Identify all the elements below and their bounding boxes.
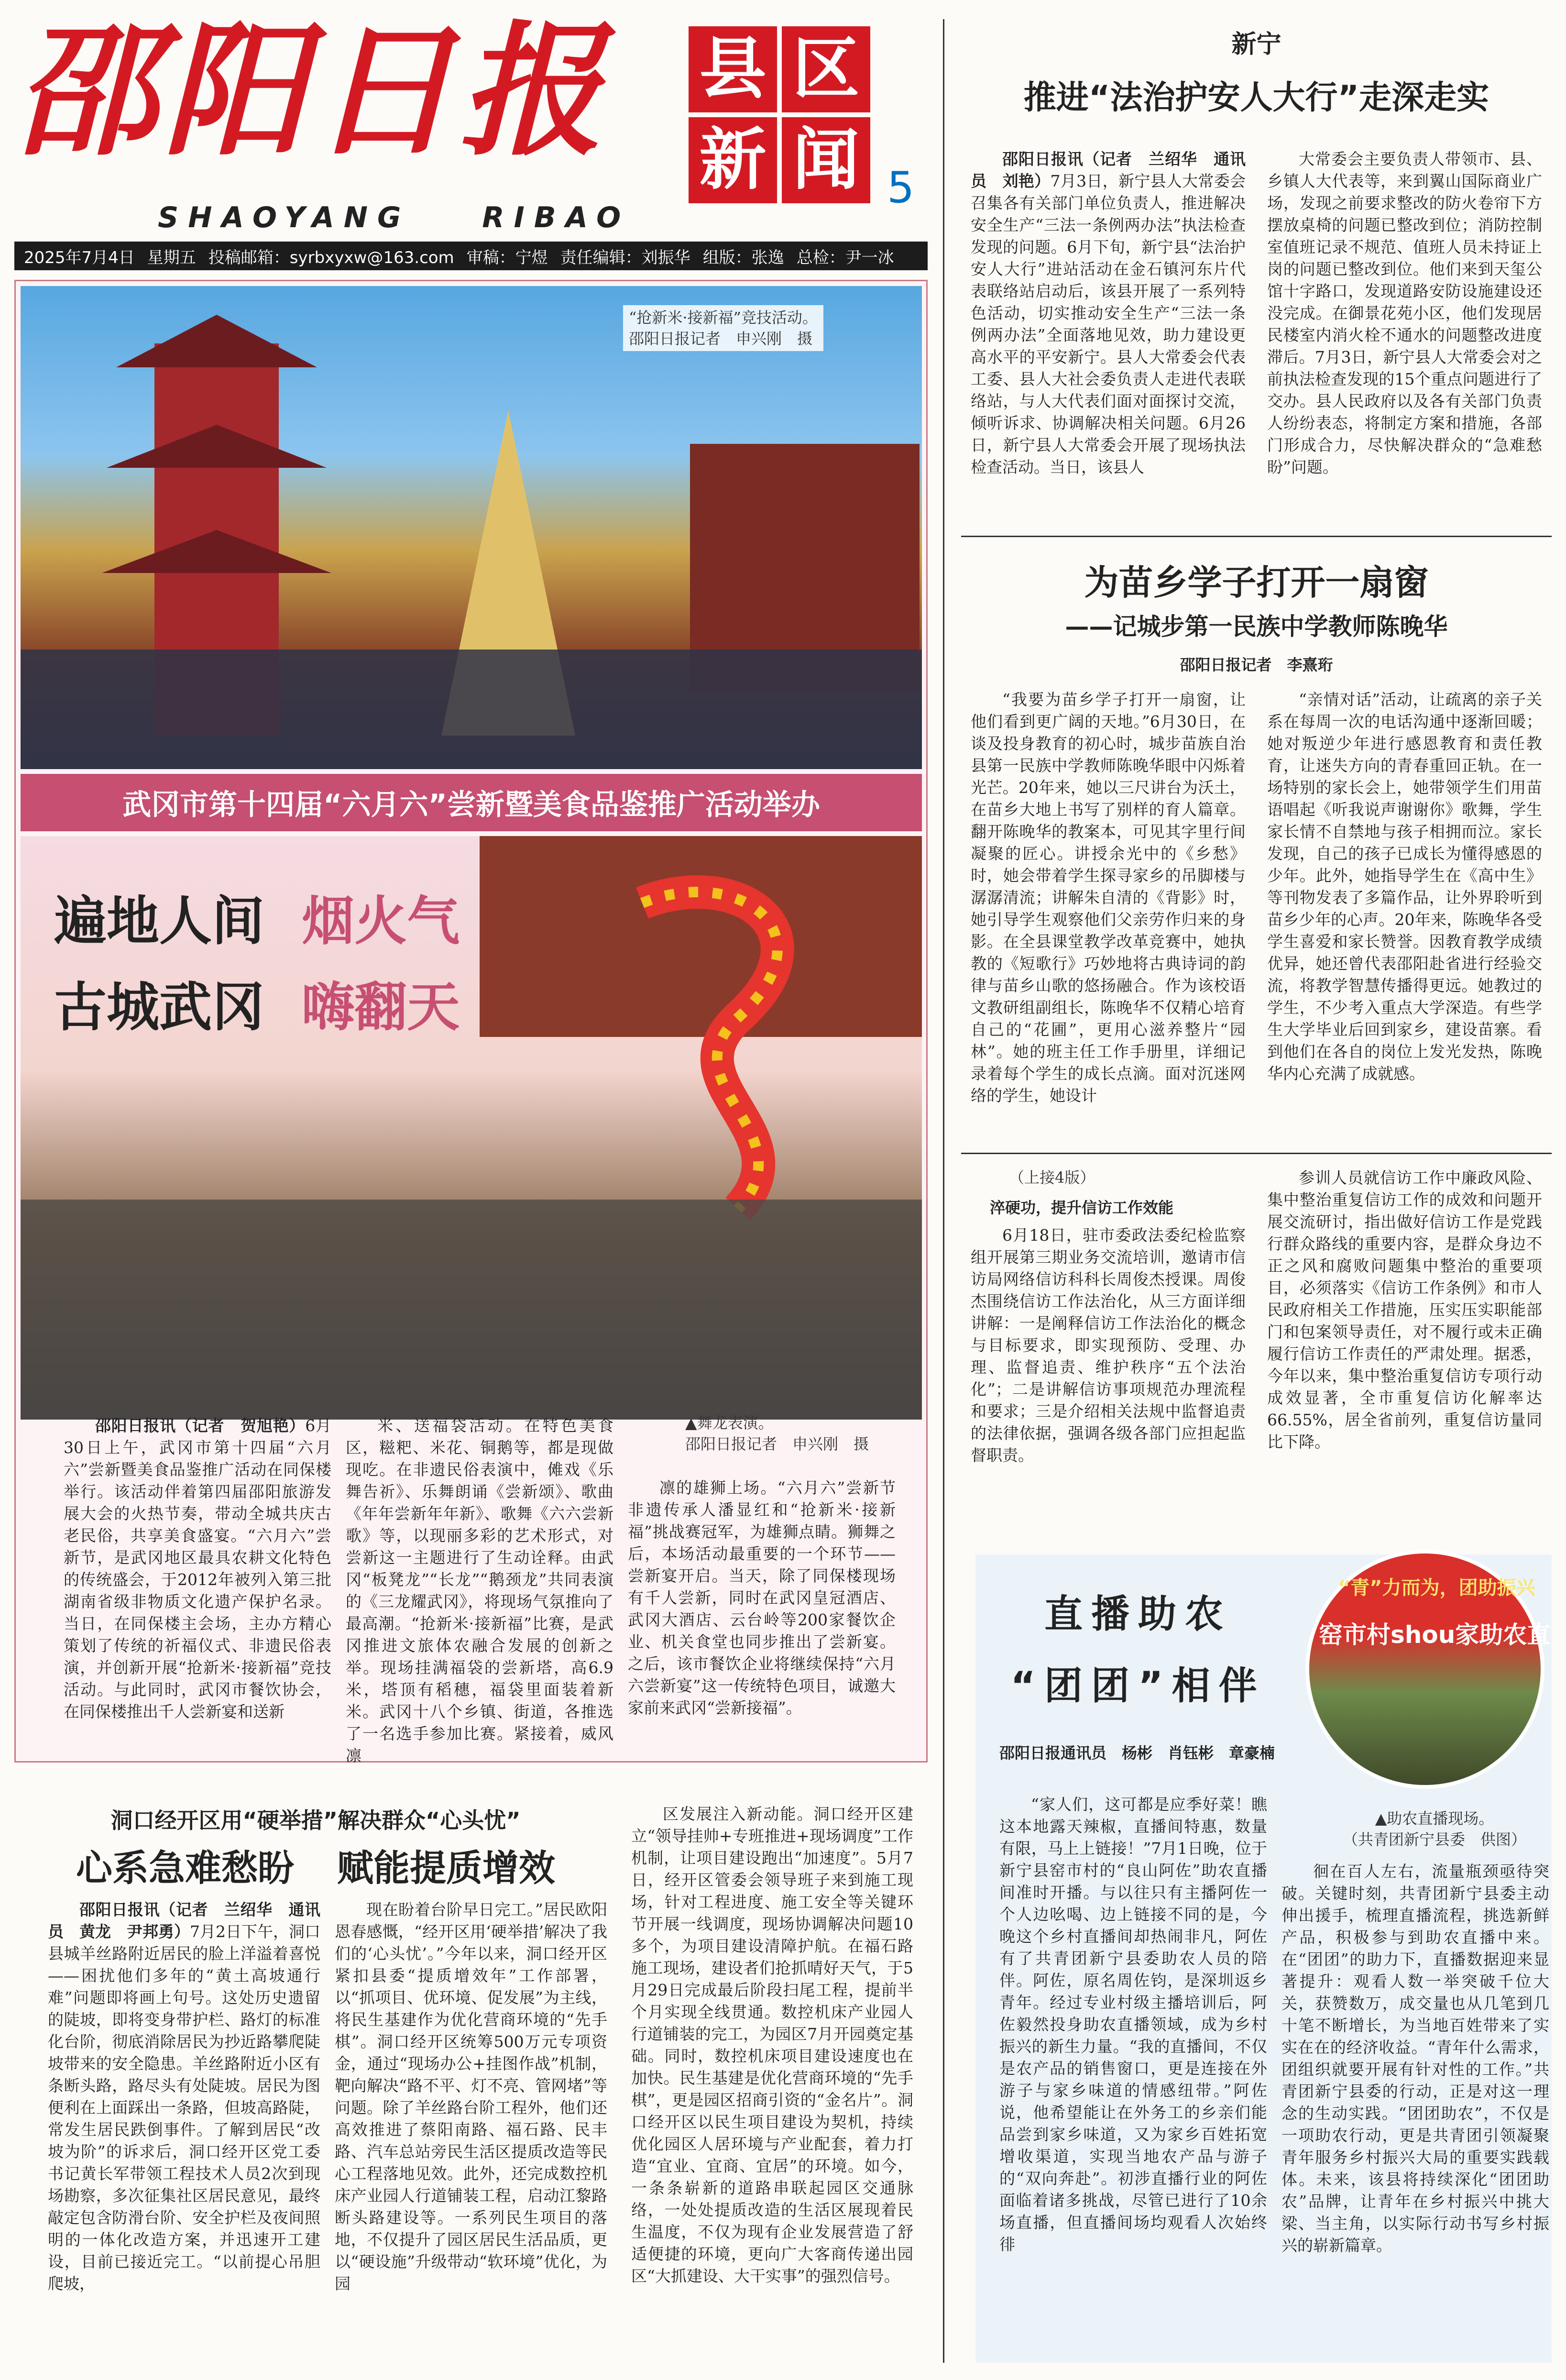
dongkou-kicker: 洞口经开区用“硬举措”解决群众“心头忧” [110, 1807, 521, 1833]
pinyin-shaoyang: SHAOYANG [158, 201, 411, 234]
wugang-col-3 [628, 1477, 896, 1750]
masthead-pinyin [158, 201, 702, 234]
layout-staff: 组版：张逸 [702, 248, 784, 267]
headline-a1: 遍地人间 [54, 891, 264, 952]
livestream-sign: 窑市村shou家助农直 [1319, 1621, 1551, 1649]
headline-b2: 嗨翻天 [302, 977, 460, 1038]
xinning-text-2: 大常委会主要负责人带领市、县、乡镇人大代表等，来到翼山国际商业广场，发现之前要求整改的防火卷帘下方摆放桌椅的问题已整改到位；消防控制室值班记录不规范、值班人员未持证上岗的问题已整改到位。他们来到天玺公馆十字路口，发现道路安防设施建设还没完成。在御景花苑小区，他们发现居民楼室内消火栓不通水的问题整改进度滞后。7月3日，新宁县人大常委会对之前执法检查发现的15个重点问题进行了交办。县人民政府以及各有关部门负责人纷纷表态，将制定方案和措施，各部门形成合力，尽快解决群众的“急难愁盼”问题。 [1267, 150, 1542, 476]
teacher-col-2 [1267, 689, 1542, 1138]
wugang-text-1: 6月30日上午，武冈市第十四届“六月六”尝新暨美食品鉴推广活动在同保楼举行。该活动伴着第四届邵阳旅游发展大会的火热节奏，带动全城共庆古老民俗，共享美食盛宴。“六月六”尝新节，是武冈地区最具农耕文化特色的传统盛会，于2012年被列入第三批湖南省级非物质文化遗产保护名录。当日，在同保楼主会场，主办方精心策划了传统的祈福仪式、非遗民俗表演，并创新开展“抢新米·接新福”竞技活动。与此同时，武冈市餐饮协会，在同保楼推出千人尝新宴和送新 [64, 1416, 332, 1721]
headline-wugang-2 [54, 965, 460, 1041]
livestream-caption-text: ▲助农直播现场。 [1375, 1809, 1494, 1828]
weekday: 星期五 [147, 248, 196, 267]
photo-dragon [21, 836, 922, 1420]
wugang-col-1 [64, 1415, 331, 1750]
teacher-text-2: “亲情对话”活动，让疏离的亲子关系在每周一次的电话沟通中逐渐回暖；她对叛逆少年进行感恩教育和责任教育，让迷失方向的青春重回正轨。在一场特别的家长会上，她带领学生们用苗语唱起《听我说声谢谢你》歌舞，学生家长情不自禁地与孩子相拥而泣。家长发现，自己的孩子已成长为懂得感恩的少年。此外，她指导学生在《高中生》等刊物发表了多篇作品，让外界聆听到苗乡少年的心声。20年来，陈晚华各受学生喜爱和家长赞誉。因教育教学成绩优异，她还曾代表邵阳赴省进行经验交流，将教学智慧传播得更远。她教过的学生，不少考入重点大学深造。有些学生大学毕业后回到家乡，建设苗寨。看到他们在各自的岗位上发光发热，陈晚华内心充满了成就感。 [1267, 690, 1542, 1083]
wugang-text-3: 凛的雄狮上场。“六月六”尝新节非遗传承人潘显红和“抢新米·接新福”挑战赛冠军，为雄狮点睛。狮舞之后，本场活动最重要的一个环节——尝新宴开启。当天，除了同保楼现场有千人尝新，同时在武冈皇冠酒店、武冈大酒店、云台岭等200家餐饮企业、机关食堂也同步推出了尝新宴。之后，该市餐饮企业将继续保持“六月六尝新宴”这一传统特色项目，诚邀大家前来武冈“尝新接福”。 [628, 1478, 896, 1717]
proofreader: 总检：尹一冰 [796, 248, 894, 267]
section-char-2: 区 [782, 26, 870, 112]
pinyin-ribao: RIBAO [482, 201, 631, 234]
story-teacher [961, 545, 1552, 1143]
dongkou-col-3 [631, 1803, 913, 2353]
editor: 责任编辑：刘振华 [560, 248, 690, 267]
photo-caption-1 [623, 305, 823, 351]
story-xinning [961, 19, 1552, 536]
dongkou-headline [14, 1839, 617, 1891]
petition-col-2 [1267, 1167, 1542, 1521]
divider-1 [961, 536, 1552, 537]
submission-email: 投稿邮箱：syrbxyxw@163.com [208, 248, 454, 267]
caption-text-1: “抢新米·接新福”竞技活动。 [629, 309, 818, 327]
xinning-col-1 [971, 148, 1246, 521]
photo-livestream [1305, 1550, 1551, 1789]
petition-from: （上接4版） [1009, 1168, 1095, 1187]
teacher-col-1 [971, 689, 1246, 1138]
teacher-subhead: ——记城步第一民族中学教师陈晚华 [1065, 613, 1448, 640]
xinning-text-1: 7月3日，新宁县人大常委会召集各有关部门单位负责人，推进解决安全生产“三法一条例两办法”执法检查发现的问题。6月下旬，新宁县“法治护安人大行”进站活动在金石镇河东片代表联络站启动后，该县开展了一系列特色活动，切实推动安全生产“三法一条例两办法”全面落地见效，助力建设更高水平的平安新宁。县人大常委会代表工委、县人大社会委负责人走进代表联络站，与人大代表们面对面探讨交流，倾听诉求、协调解决相关问题。6月26日，新宁县人大常委会开展了现场执法检查活动。当日，该县人 [971, 172, 1246, 476]
petition-text-2: 参训人员就信访工作中廉政风险、集中整治重复信访工作的成效和问题开展交流研讨，指出做好信访工作是党践行群众路线的重要内容，是群众身边不正之风和腐败问题集中整治的重要项目，必须落实《信访工作条例》和市人民政府相关工作措施，压实压实职能部门和包案领导责任，对不履行或未正确履行信访工作责任的严肃处理。据悉，今年以来，集中整治重复信访专项行动成效显著，全市重复信访化解率达66.55%，居全省前列，重复信访量同比下降。 [1267, 1168, 1542, 1451]
issue-date: 2025年7月4日 [24, 248, 135, 267]
section-char-1: 县 [689, 26, 777, 112]
reviewer: 审稿：宁煜 [466, 248, 548, 267]
photo-caption-2 [685, 1412, 869, 1454]
livestream-caption-credit: （共青团新宁县委 供图） [1342, 1830, 1526, 1849]
divider-2 [961, 1153, 1552, 1154]
dongkou-text-3: 区发展注入新动能。洞口经开区建立“领导挂帅+专班推进+现场调度”工作机制，让项目建设跑出“加速度”。5月7日，经开区管委会领导班子来到施工现场，针对工程进度、施工安全等关键环节开展一线调度，现场协调解决问题10多个，为项目建设清障护航。在福石路施工现场，建设者们抢抓晴好天气，于5月29日完成最后阶段扫尾工程，提前半个月实现全线贯通。数控机床产业园人行道铺装的完工，为园区7月开园奠定基础。同时，数控机床项目建设速度也在加快。民生基建是优化营商环境的“先手棋”，更是园区招商引资的“金名片”。洞口经开区以民生项目建设为契机，持续优化园区人居环境与产业配套，着力打造“宜业、宜商、宜居”的环境。如今，一条条崭新的道路串联起园区交通脉络，一处处提质改造的生活区展现着民生温度，不仅为现有企业发展营造了舒适便捷的环境，更向广大客商传递出园区“大抓建设、大干实事”的强烈信号。 [631, 1805, 913, 2285]
story-livestream [975, 1554, 1552, 2363]
livestream-caption [1320, 1808, 1549, 1850]
column-divider [943, 19, 944, 2363]
livestream-byline: 邵阳日报通讯员 杨彬 肖钰彬 章豪楠 [999, 1744, 1275, 1762]
dongkou-col-2 [335, 1899, 607, 2353]
event-banner: 武冈市第十四届“六月六”尝新暨美食品鉴推广活动举办 [21, 774, 922, 831]
teacher-text-1: “我要为苗乡学子打开一扇窗，让他们看到更广阔的天地。”6月30日，在谈及投身教育的初心时，城步苗族自治县第一民族中学教师陈晚华眼中闪烁着光芒。20年来，她以三尺讲台为沃土，在苗乡大地上书写了别样的育人篇章。翻开陈晚华的教案本，可见其字里行间凝聚的匠心。讲授余光中的《乡愁》时，她会带着学生探寻家乡的吊脚楼与潺潺清流；讲解朱自清的《背影》时，她引导学生观察他们父亲劳作归来的身影。在全县课堂教学改革竞赛中，她执教的《短歌行》巧妙地将古典诗词的韵律与苗乡山歌的悠扬融合。作为该校语文教研组副组长，陈晚华不仅精心培育自己的“花圃”，更用心滋养整片“园林”。她的班主任工作手册里，详细记录着每个学生的成长点滴。面对沉迷网络的学生，她设计 [971, 690, 1246, 1105]
caption-credit-1: 邵阳日报记者 申兴刚 摄 [629, 330, 813, 348]
section-badge [689, 26, 870, 203]
dongkou-col-1 [48, 1899, 320, 2353]
livestream-headline-a: 直播助农 [1044, 1592, 1232, 1636]
dongkou-headline-b: 赋能提质增效 [337, 1847, 555, 1889]
livestream-text-2: 徊在百人左右，流量瓶颈亟待突破。关键时刻，共青团新宁县委主动伸出援手，梳理直播流程，挑选新鲜产品，积极参与到助农直播中来。在“团团”的助力下，直播数据迎来显著提升：观看人数一举突破千位大关，获赞数万，成交量也从几笔到几十笔不断增长，为当地百姓带来了实实在在的经济收益。“青年什么需求，团组织就要开展有针对性的工作。”共青团新宁县委的行动，正是对这一理念的生动实践。“团团助农”，不仅是一项助农行动，更是共青团引领凝聚青年服务乡村振兴大局的重要实践载体。未来，该县将持续深化“团团助农”品牌，让青年在乡村振兴中挑大梁、当主角，以实际行动书写乡村振兴的崭新篇章。 [1281, 1862, 1549, 2255]
xinning-kicker: 新宁 [1231, 30, 1281, 59]
dongkou-headline-a: 心系急难愁盼 [76, 1847, 294, 1889]
headline-wugang-1 [54, 879, 460, 955]
teacher-headline: 为苗乡学子打开一扇窗 [1084, 562, 1429, 603]
tower-illustration [21, 286, 922, 769]
headline-a2: 烟火气 [302, 891, 460, 952]
story-petition [961, 1162, 1552, 1535]
masthead-logo: 邵阳日报 [14, 6, 607, 175]
wugang-byline: 邵阳日报讯（记者 贺旭艳） [95, 1416, 306, 1435]
petition-text-1: 6月18日，驻市委政法委纪检监察组开展第三期业务交流培训，邀请市信访局网络信访科科长周俊杰授课。周俊杰围绕信访工作法治化，从三方面详细讲解：一是阐释信访工作法治化的概念与目标要求，即实现预防、受理、办理、监督追责、维护秩序“五个法治化”；二是讲解信访事项规范办理流程和要求；三是介绍相关法规中监督追责的法律依据，强调各级各部门应担起监督职责。 [971, 1226, 1246, 1465]
photo-tower [21, 286, 922, 769]
headline-b1: 古城武冈 [54, 977, 264, 1038]
livestream-text-1: “家人们，这可都是应季好菜！瞧这本地露天辣椒，直播间特惠，数量有限，马上上链接！”7月1日晚，位于新宁县窑市村的“良山阿佐”助农直播间准时开播。与以往只有主播阿佐一个人边吆喝、边上链接不同的是，今晚这个乡村直播间却热闹非凡，阿佐有了共青团新宁县委助农人员的陪伴。阿佐，原名周佐钧，是深圳返乡青年。经过专业村级主播培训后，阿佐毅然投身助农直播领域，成为乡村振兴的新生力量。“我的直播间，不仅是农产品的销售窗口，更是连接在外游子与家乡味道的情感纽带。”阿佐说，他希望能让在外务工的乡亲们能品尝到家乡味道，又为家乡百姓拓宽增收渠道，实现当地农产品与游子的“双向奔赴”。初涉直播行业的阿佐面临着诸多挑战，尽管已进行了10余场直播，但直播间场均观看人次始终徘 [999, 1795, 1267, 2254]
caption-credit-2: 邵阳日报记者 申兴刚 摄 [685, 1435, 869, 1453]
livestream-col-1 [999, 1794, 1267, 2353]
petition-col-1 [971, 1224, 1246, 1521]
dongkou-text-1: 7月2日下午，洞口县城羊丝路附近居民的脸上洋溢着喜悦——困扰他们多年的“黄土高坡通行难”问题即将画上句号。这处历史遗留的陡坡，即将变身带护栏、路灯的标准化台阶，彻底消除居民为抄近路攀爬陡坡带来的安全隐患。羊丝路附近小区有条断头路，路尽头有处陡坡。居民为图便利在上面踩出一条路，但坡高路陡，常发生居民跌倒事件。了解到居民“改坡为阶”的诉求后，洞口经开区党工委书记黄长军带领工程技术人员2次到现场勘察，多次征集社区居民意见，最终敲定包含防滑台阶、安全护栏及夜间照明的一体化改造方案，并迅速开工建设，目前已接近完工。“以前提心吊胆爬坡， [48, 1922, 320, 2293]
section-char-4: 闻 [782, 117, 870, 203]
caption-text-2: ▲舞龙表演。 [685, 1414, 774, 1432]
story-dongkou [14, 1794, 928, 2363]
livestream-col-2 [1281, 1861, 1549, 2353]
page-number: 5 [887, 163, 915, 213]
xinning-byline: 邵阳日报讯（记者 兰绍华 通讯员 刘艳） [971, 150, 1246, 190]
dongkou-byline: 邵阳日报讯（记者 兰绍华 通讯员 黄龙 尹邦勇） [48, 1900, 320, 1941]
xinning-headline: 推进“法治护安人大行”走深走实 [1023, 79, 1489, 117]
section-char-3: 新 [689, 117, 777, 203]
livestream-photo-top: “青”力而为，团助振兴 [1338, 1577, 1535, 1599]
xinning-col-2 [1267, 148, 1542, 521]
dongkou-text-2: 现在盼着台阶早日完工。”居民欧阳恩春感慨，“经开区用‘硬举措’解决了我们的‘心头忧’。”今年以来，洞口经开区紧扣县委“提质增效年”工作部署，以“抓项目、优环境、促发展”为主线，将民生基建作为优化营商环境的“先手棋”。洞口经开区统筹500万元专项资金，通过“现场办公+挂图作战”机制，靶向解决“路不平、灯不亮、管网堵”等问题。除了羊丝路台阶工程外，他们还高效推进了蔡阳南路、福石路、民丰路、汽车总站旁民生活区提质改造等民心工程落地见效。此外，还完成数控机床产业园人行道铺装工程，启动江黎路断头路建设等。一系列民生项目的落地，不仅提升了园区居民生活品质，更以“硬设施”升级带动“软环境”优化，为园 [335, 1900, 607, 2293]
teacher-byline: 邵阳日报记者 李熹珩 [1180, 656, 1333, 674]
livestream-headline-b: “团团”相伴 [1010, 1664, 1266, 1708]
petition-subhead: 淬硬功，提升信访工作效能 [990, 1199, 1174, 1217]
story-wugang [14, 280, 928, 1763]
info-bar [14, 242, 928, 270]
wugang-text-2: 米、送福袋活动。在特色美食区，糍粑、米花、铜鹅等，都是现做现吃。在非遗民俗表演中，傩戏《乐舞告祈》、乐舞朗诵《尝新颂》、歌曲《年年尝新年年新》、歌舞《六六尝新歌》等，以现丽多彩的艺术形式，对尝新这一主题进行了生动诠释。由武冈“板凳龙”“长龙”“鹅颈龙”共同表演的《三龙耀武冈》，将现场气氛推向了最高潮。“抢新米·接新福”比赛，是武冈推进文旅体农融合发展的创新之举。现场挂满福袋的尝新塔，高6.9米，塔顶有稻穗，福袋里面装着新米。武冈十八个乡镇、街道，各推选了一名选手参加比赛。紧接着，威风凛 [346, 1416, 613, 1765]
wugang-col-2 [346, 1415, 613, 1765]
